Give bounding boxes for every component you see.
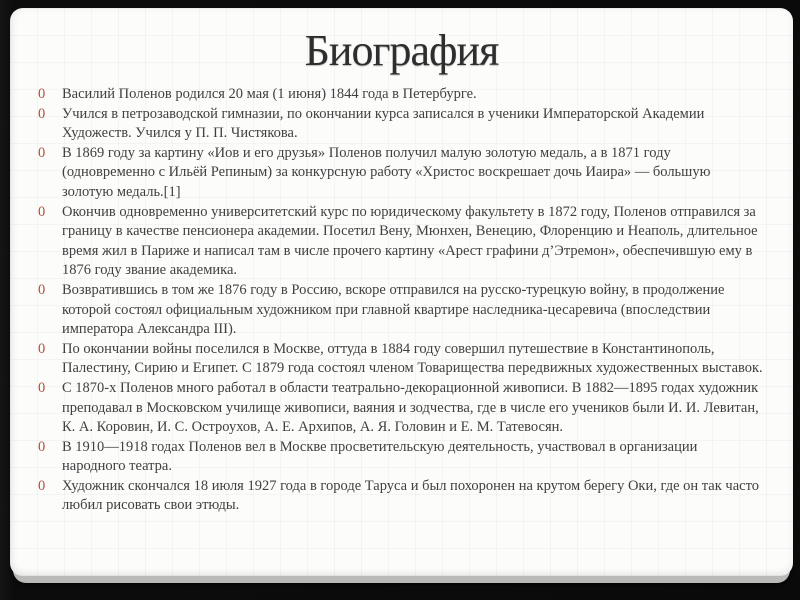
bullet-marker: 0 (38, 144, 46, 161)
bullet-item (38, 203, 763, 281)
bullet-marker: 0 (38, 203, 46, 220)
slide-title: Биография (304, 26, 499, 75)
bullet-item (38, 144, 763, 203)
bullet-text: В 1869 году за картину «Иов и его друзья» Поленов получил малую золотую медаль, а в 1871 году (одновременно с Ильёй Репиным) за конкурсную работу «Христос воскрешает дочь Иаира» — большую золотую медаль.[1] (62, 144, 711, 200)
bullet-marker: 0 (38, 86, 46, 102)
bullet-marker: 0 (38, 281, 46, 298)
bullet-text: С 1870-х Поленов много работал в области театрально-декорационной живописи. В 1882—1895 годах художник преподавал в Московском училище живописи, ваяния и зодчества, где в числе его учеников были И. И. Левитан, К. А. Коровин, И. С. Остроухов, А. Е. Архипов, А. Я. Головин и Е. М. Татевосян. (62, 379, 759, 436)
bullet-text: Окончив одновременно университетский курс по юридическому факультету в 1872 году, Поленов отправился за границу в качестве пенсионера академии. Посетил Вену, Мюнхен, Венецию, Флоренцию и Неаполь, длительное время жил в Париже и написал там в числе прочего картину «Арест графини д’Этремон», обеспечившую ему в 1876 году звание академика. (62, 203, 758, 279)
bullet-list (10, 85, 793, 516)
bullet-item (38, 85, 763, 105)
slide (10, 8, 793, 576)
bullet-item (38, 105, 763, 144)
bullet-text: Василий Поленов родился 20 мая (1 июня) 1844 года в Петербурге. (62, 86, 477, 102)
bullet-text: Художник скончался 18 июля 1927 года в городе Таруса и был похоронен на крутом берегу Оки, где он так часто любил рисовать свои этюды. (62, 477, 759, 514)
bullet-item (38, 340, 763, 379)
bullet-marker: 0 (38, 105, 46, 122)
bullet-marker: 0 (38, 438, 46, 455)
bullet-text: Учился в петрозаводской гимназии, по окончании курса записался в ученики Императорской Академии Художеств. Учился у П. П. Чистякова. (62, 105, 705, 142)
bullet-item (38, 438, 763, 477)
bullet-item (38, 477, 763, 516)
bullet-text: Возвратившись в том же 1876 году в Россию, вскоре отправился на русско-турецкую войну, в продолжение которой состоял официальным художником при главной квартире наследника-цесаревича (впоследствии императора Александра III). (62, 281, 725, 338)
bullet-marker: 0 (38, 477, 46, 494)
bullet-item (38, 379, 763, 438)
bullet-item (38, 281, 763, 340)
bullet-marker: 0 (38, 340, 46, 357)
bullet-text: По окончании войны поселился в Москве, оттуда в 1884 году совершил путешествие в Константинополь, Палестину, Сирию и Египет. С 1879 года состоял членом Товарищества передвижных художественных выставок. (62, 340, 763, 377)
bullet-text: В 1910—1918 годах Поленов вел в Москве просветительскую деятельность, участвовал в организации народного театра. (62, 438, 698, 475)
bullet-marker: 0 (38, 379, 46, 396)
